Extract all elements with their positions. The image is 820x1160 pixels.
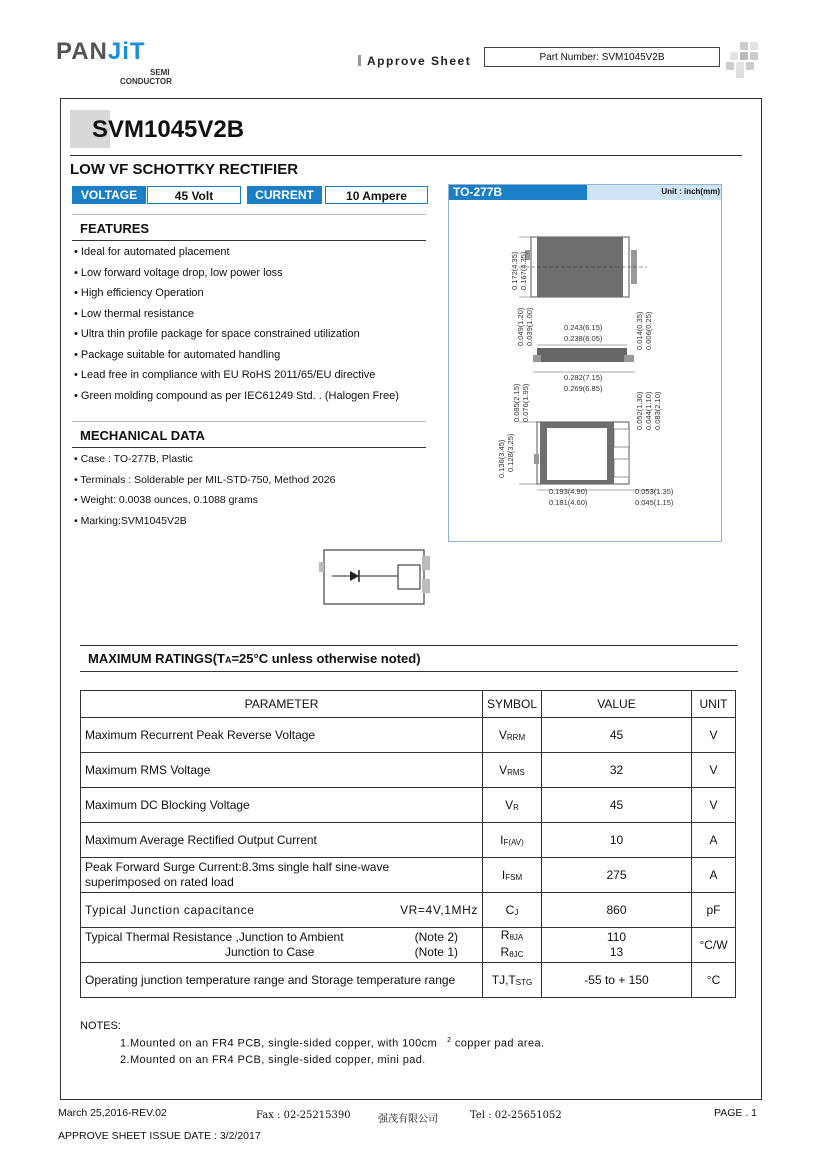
dim-bh-min: 0.128(3.25)	[506, 433, 515, 472]
features-heading: FEATURES	[80, 221, 150, 236]
features-list	[74, 242, 434, 406]
symbol-main: V	[498, 728, 507, 742]
symbol-main: C	[505, 903, 515, 917]
list-item: • Green molding compound as per IEC61249 Std. . (Halogen Free)	[74, 386, 434, 407]
dim-lead-max: 0.014(0.35)	[635, 311, 644, 350]
ratings-heading-post: =25°C unless otherwise noted)	[231, 651, 421, 666]
ratings-table	[80, 690, 736, 998]
param-note-1: (Note 2)	[414, 930, 458, 944]
title-divider	[70, 155, 742, 156]
dim-w-out-min: 0.269(6.85)	[564, 384, 603, 393]
footer-company: 强茂有限公司	[378, 1114, 438, 1125]
ratings-heading	[88, 651, 421, 666]
ratings-bottom-rule	[80, 671, 738, 672]
note-1-post: copper pad area.	[451, 1037, 545, 1050]
footer-tel: Tel : 02-25651052	[470, 1110, 562, 1121]
package-outline-drawing	[449, 200, 721, 540]
note-1-text: 1.Mounted on an FR4 PCB, single-sided copper, with 100cm	[120, 1037, 438, 1050]
list-item: • Lead free in compliance with EU RoHS 2011/65/EU directive	[74, 365, 434, 386]
param-line-2: Junction to Case	[225, 945, 315, 959]
unit-cell: A	[692, 858, 736, 893]
list-item: • Low forward voltage drop, low power loss	[74, 263, 434, 284]
table-row	[81, 753, 736, 788]
param-cell	[81, 893, 483, 928]
dim-bw-min: 0.181(4.60)	[549, 498, 588, 507]
approve-sheet-label	[358, 54, 471, 68]
footer-page: PAGE . 1	[714, 1107, 757, 1119]
table-row	[81, 893, 736, 928]
footer-fax: Fax : 02-25215390	[256, 1110, 351, 1121]
mechanical-heading: MECHANICAL DATA	[80, 428, 205, 443]
dim-t-min: 0.039(1.00)	[525, 307, 534, 346]
features-rule	[72, 240, 426, 241]
dim-h-min: 0.167(4.35)	[519, 251, 528, 290]
col-symbol: SYMBOL	[483, 691, 542, 718]
logo-sub-conductor: CONDUCTOR	[120, 77, 172, 86]
param-condition: VR=4V,1MHz	[400, 903, 478, 917]
dim-bh-max: 0.136(3.45)	[497, 439, 506, 478]
mechanical-rule	[72, 447, 426, 448]
dim-h-max: 0.172(4.35)	[510, 251, 519, 290]
symbol-main: V	[499, 763, 508, 777]
note-2: 2.Mounted on an FR4 PCB, single-sided copper, mini pad.	[120, 1054, 426, 1066]
current-value: 10 Ampere	[325, 186, 428, 204]
list-item: • High efficiency Operation	[74, 283, 434, 304]
dim-bl-min: 0.045(1.15)	[635, 498, 674, 507]
dim-pad-b-max: 0.052(1.30)	[635, 391, 644, 430]
symbol-main: V	[505, 798, 514, 812]
symbol-sub: RMS	[507, 768, 525, 777]
table-row	[81, 718, 736, 753]
dim-bw-max: 0.193(4.90)	[549, 487, 588, 496]
features-top-rule	[72, 214, 426, 215]
list-item: • Weight: 0.0038 ounces, 0.1088 grams	[74, 490, 434, 511]
param-cell	[81, 858, 483, 893]
param-line-2: superimposed on rated load	[85, 875, 234, 889]
list-item: • Case : TO-277B, Plastic	[74, 449, 434, 470]
voltage-label: VOLTAGE	[72, 186, 146, 204]
param-line-1: Peak Forward Surge Current:8.3ms single half sine-wave	[85, 860, 390, 874]
logo-sub-semi: SEMI	[150, 68, 170, 77]
dim-pad-a-min: 0.076(1.95)	[521, 383, 530, 422]
symbol-cell	[483, 928, 542, 963]
table-row	[81, 963, 736, 998]
ratings-heading-sub: A	[224, 655, 232, 665]
dim-w-out-max: 0.282(7.15)	[564, 373, 603, 382]
param-text: Typical Junction capacitance	[85, 903, 255, 917]
dim-w-in-min: 0.238(6.05)	[564, 334, 603, 343]
logo-text: PAN	[56, 38, 108, 65]
symbol-sub-2: θJC	[509, 950, 524, 959]
symbol-cell	[483, 718, 542, 753]
table-header-row	[81, 691, 736, 718]
approve-sheet-text: Approve Sheet	[367, 54, 472, 68]
table-row	[81, 788, 736, 823]
dim-w-in-max: 0.243(6.15)	[564, 323, 603, 332]
symbol-main: I	[500, 833, 504, 847]
param-note-2: (Note 1)	[414, 945, 458, 959]
value-cell: 860	[542, 893, 692, 928]
col-parameter: PARAMETER	[81, 691, 483, 718]
value-cell: 275	[542, 858, 692, 893]
decorative-squares-icon	[726, 42, 762, 78]
list-item: • Low thermal resistance	[74, 304, 434, 325]
page-title: SVM1045V2B	[92, 116, 245, 143]
value-2: 13	[609, 945, 624, 959]
value-1: 110	[606, 930, 627, 944]
dim-bl-max: 0.053(1.35)	[635, 487, 674, 496]
symbol-cell	[483, 753, 542, 788]
ratings-heading-pre: MAXIMUM RATINGS(T	[88, 651, 225, 666]
list-item: • Ultra thin profile package for space constrained utilization	[74, 324, 434, 345]
symbol-main: TJ,T	[491, 973, 516, 987]
value-cell: 32	[542, 753, 692, 788]
symbol-sub: J	[514, 908, 519, 917]
symbol-main: I	[501, 868, 506, 882]
unit-cell: V	[692, 788, 736, 823]
param-cell: Maximum Recurrent Peak Reverse Voltage	[81, 718, 483, 753]
col-unit: UNIT	[692, 691, 736, 718]
value-cell: 45	[542, 788, 692, 823]
symbol-cell	[483, 963, 542, 998]
note-1-sup: 2	[447, 1037, 452, 1044]
symbol-sub: RRM	[506, 733, 526, 742]
symbol-cell	[483, 858, 542, 893]
table-row	[81, 823, 736, 858]
list-item: • Package suitable for automated handling	[74, 345, 434, 366]
logo-accent: JiT	[107, 38, 146, 65]
ratings-top-rule	[80, 645, 738, 646]
dim-lead-min: 0.006(0.25)	[644, 311, 653, 350]
current-label: CURRENT	[247, 186, 322, 204]
symbol-sub: F(AV)	[503, 838, 524, 847]
col-value: VALUE	[542, 691, 692, 718]
list-item: • Ideal for automated placement	[74, 242, 434, 263]
logo-subtext	[120, 68, 172, 86]
package-unit: Unit : inch(mm)	[661, 187, 720, 196]
unit-cell: °C/W	[692, 928, 736, 963]
dim-pad-b-min: 0.044(1.10)	[644, 391, 653, 430]
symbol-main: R	[500, 928, 510, 942]
unit-cell: A	[692, 823, 736, 858]
symbol-cell	[483, 823, 542, 858]
value-cell	[542, 928, 692, 963]
company-logo	[56, 38, 146, 66]
symbol-main-2: R	[500, 945, 510, 959]
unit-cell: °C	[692, 963, 736, 998]
symbol-sub: θJA	[509, 933, 524, 942]
dim-pad-c: 0.083(2.10)	[653, 391, 662, 430]
value-cell: 45	[542, 718, 692, 753]
footer-issue-date: APPROVE SHEET ISSUE DATE : 3/2/2017	[58, 1130, 261, 1142]
dim-pad-a-max: 0.085(2.15)	[512, 383, 521, 422]
param-cell: Maximum DC Blocking Voltage	[81, 788, 483, 823]
product-subtitle: LOW VF SCHOTTKY RECTIFIER	[70, 161, 299, 178]
unit-cell: V	[692, 753, 736, 788]
part-number-box: Part Number: SVM1045V2B	[484, 47, 720, 67]
unit-cell: V	[692, 718, 736, 753]
voltage-value: 45 Volt	[147, 186, 241, 204]
package-name: TO-277B	[449, 185, 587, 200]
diode-marking-icon	[318, 545, 432, 607]
table-row	[81, 928, 736, 963]
param-line-1: Typical Thermal Resistance ,Junction to Ambient	[85, 930, 344, 944]
notes-heading: NOTES:	[80, 1020, 121, 1032]
list-item: • Terminals : Solderable per MIL-STD-750, Method 2026	[74, 470, 434, 491]
param-cell: Maximum Average Rectified Output Current	[81, 823, 483, 858]
symbol-sub: FSM	[505, 873, 523, 882]
param-cell: Maximum RMS Voltage	[81, 753, 483, 788]
unit-cell: pF	[692, 893, 736, 928]
symbol-sub: R	[513, 803, 519, 812]
mechanical-list	[74, 449, 434, 531]
value-cell: 10	[542, 823, 692, 858]
table-row	[81, 858, 736, 893]
note-1	[120, 1037, 544, 1050]
value-cell: -55 to + 150	[542, 963, 692, 998]
param-cell	[81, 928, 483, 963]
param-cell: Operating junction temperature range and Storage temperature range	[81, 963, 483, 998]
symbol-sub: STG	[515, 978, 533, 987]
symbol-cell	[483, 893, 542, 928]
footer-date-rev: March 25,2016-REV.02	[58, 1107, 167, 1119]
mechanical-top-rule	[72, 421, 426, 422]
dim-t-max: 0.049(1.20)	[516, 307, 525, 346]
list-item: • Marking:SVM1045V2B	[74, 511, 434, 532]
symbol-cell	[483, 788, 542, 823]
